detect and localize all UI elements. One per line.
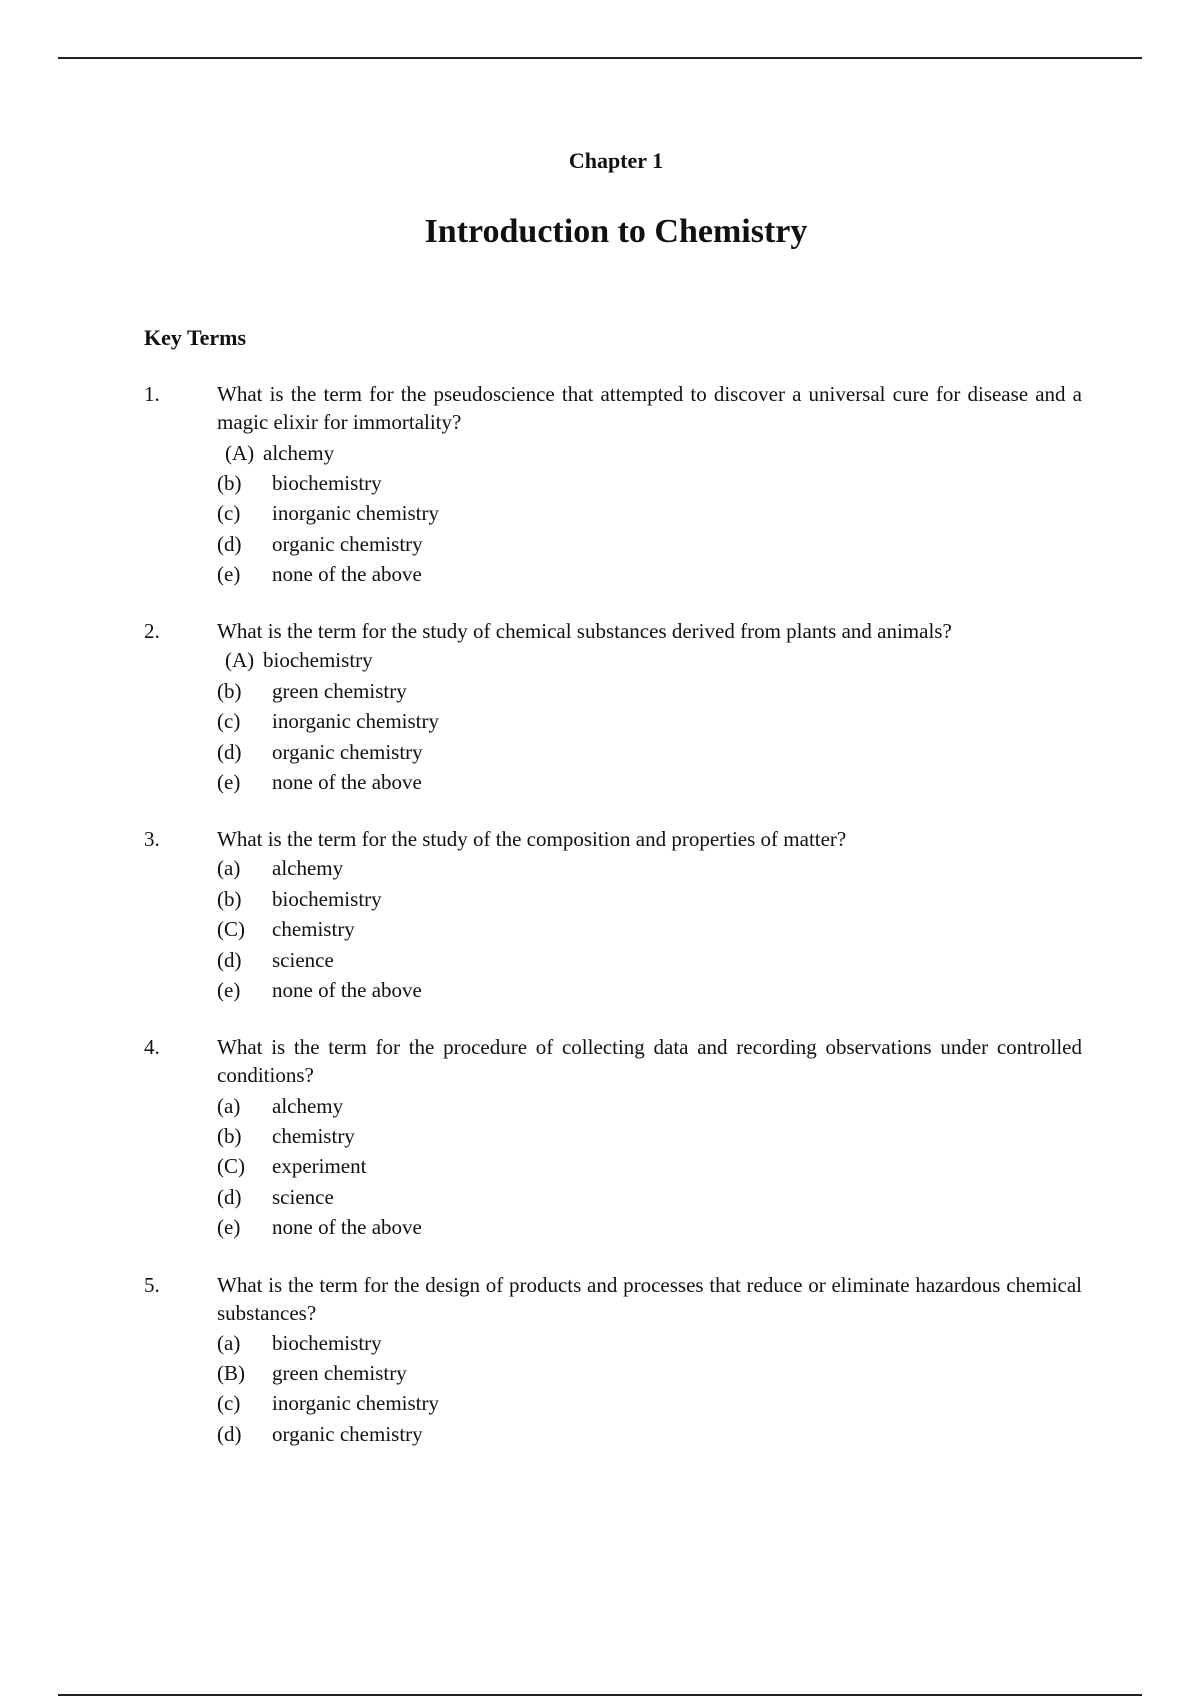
option-letter: (a) <box>217 1094 241 1118</box>
bottom-rule <box>58 1694 1142 1696</box>
question-number: 5. <box>144 1273 160 1297</box>
option-letter: (d) <box>217 948 242 972</box>
option-text: alchemy <box>272 856 344 880</box>
option-text: none of the above <box>272 1215 422 1239</box>
option-text: inorganic chemistry <box>272 1391 439 1415</box>
option-text: inorganic chemistry <box>272 709 439 733</box>
option-letter: (b) <box>217 679 242 703</box>
question-number: 1. <box>144 382 160 406</box>
option-letter: (b) <box>217 471 242 495</box>
option-letter: (A) <box>225 441 255 465</box>
option-text: biochemistry <box>272 471 382 495</box>
option-text: none of the above <box>272 562 422 586</box>
chapter-label: Chapter 1 <box>568 148 664 173</box>
option-letter: (a) <box>217 856 241 880</box>
option-text: organic chemistry <box>272 740 423 764</box>
question-number: 2. <box>144 619 160 643</box>
option-text: experiment <box>272 1154 367 1178</box>
option-text: biochemistry <box>272 1331 382 1355</box>
option-text: biochemistry <box>272 887 382 911</box>
option-text: none of the above <box>272 978 422 1002</box>
option-text: chemistry <box>272 917 355 941</box>
option-text: chemistry <box>272 1124 355 1148</box>
section-heading: Key Terms <box>144 325 247 350</box>
option-text: green chemistry <box>272 679 407 703</box>
option-text: biochemistry <box>263 648 373 672</box>
option-letter: (C) <box>217 917 245 941</box>
option-letter: (e) <box>217 562 241 586</box>
option-letter: (e) <box>217 1215 241 1239</box>
option-letter: (b) <box>217 887 242 911</box>
option-text: alchemy <box>263 441 335 465</box>
question-text: What is the term for the pseudoscience that attempted to discover a universal cure for disease and a magic elixir for immortality? <box>217 382 1082 434</box>
option-letter: (B) <box>217 1361 245 1385</box>
option-letter: (d) <box>217 740 242 764</box>
question-text: What is the term for the design of products and processes that reduce or eliminate hazardous chemical substances? <box>217 1273 1082 1325</box>
option-letter: (c) <box>217 709 241 733</box>
option-text: organic chemistry <box>272 532 423 556</box>
option-letter: (c) <box>217 1391 241 1415</box>
option-text: science <box>272 1185 334 1209</box>
question-text: What is the term for the study of the composition and properties of matter? <box>217 827 847 851</box>
option-text: organic chemistry <box>272 1422 423 1446</box>
option-text: alchemy <box>272 1094 344 1118</box>
option-letter: (C) <box>217 1154 245 1178</box>
option-letter: (d) <box>217 1185 242 1209</box>
question-number: 4. <box>144 1035 160 1059</box>
option-letter: (c) <box>217 501 241 525</box>
option-letter: (a) <box>217 1331 241 1355</box>
option-text: science <box>272 948 334 972</box>
option-text: green chemistry <box>272 1361 407 1385</box>
option-letter: (e) <box>217 770 241 794</box>
option-letter: (d) <box>217 1422 242 1446</box>
option-letter: (A) <box>225 648 255 672</box>
option-letter: (e) <box>217 978 241 1002</box>
chapter-title: Introduction to Chemistry <box>424 213 808 250</box>
option-letter: (d) <box>217 532 242 556</box>
question-text: What is the term for the procedure of collecting data and recording observations under controlled conditions? <box>217 1035 1082 1087</box>
option-letter: (b) <box>217 1124 242 1148</box>
top-rule <box>58 57 1142 59</box>
option-text: inorganic chemistry <box>272 501 439 525</box>
option-text: none of the above <box>272 770 422 794</box>
question-text: What is the term for the study of chemical substances derived from plants and animals? <box>217 619 952 643</box>
question-number: 3. <box>144 827 160 851</box>
